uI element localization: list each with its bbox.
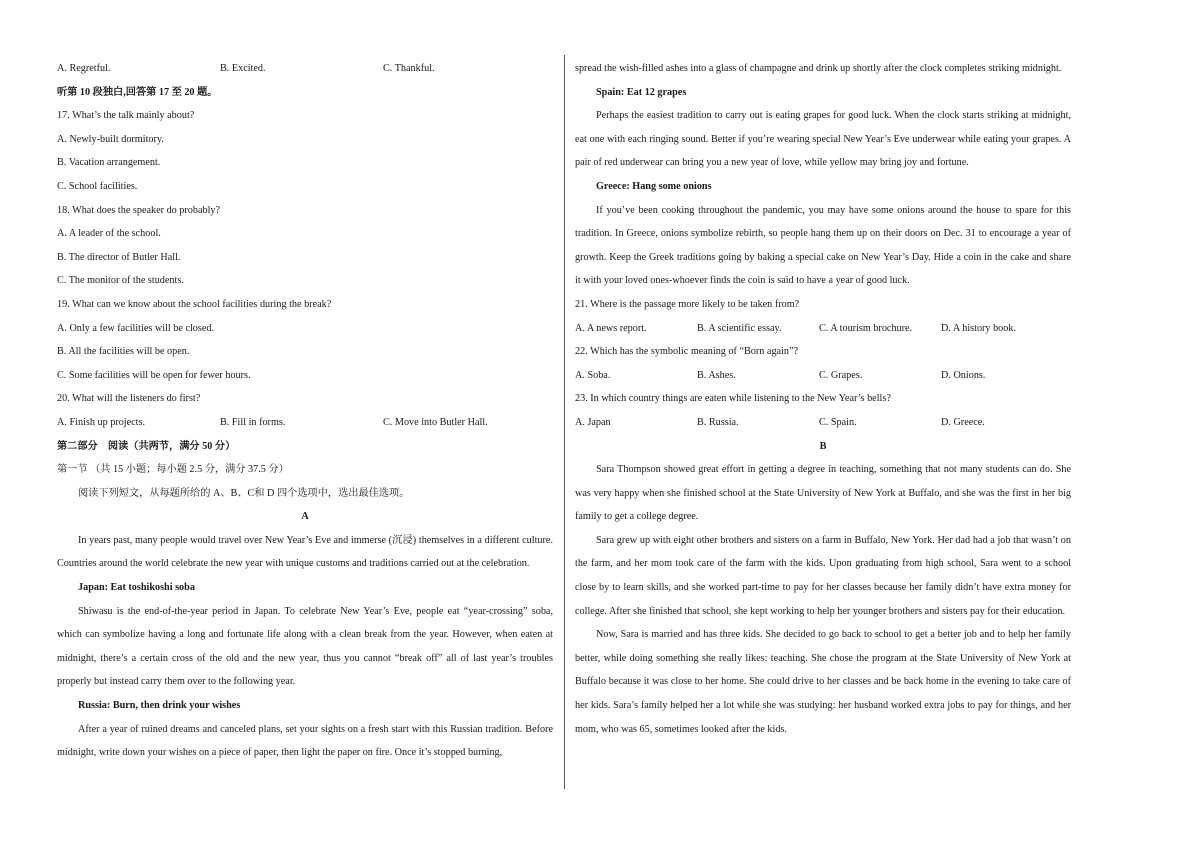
q23-stem: 23. In which country things are eaten while listening to the New Year’s bells? bbox=[575, 393, 891, 405]
q22-option-b: B. Ashes. bbox=[697, 369, 736, 381]
q19-option-b: B. All the facilities will be open. bbox=[57, 346, 190, 358]
q19-option-a: A. Only a few facilities will be closed. bbox=[57, 322, 215, 334]
q19-stem: 19. What can we know about the school facilities during the break? bbox=[57, 298, 332, 310]
q23-option-a: A. Japan bbox=[575, 416, 611, 428]
q21-option-b: B. A scientific essay. bbox=[697, 322, 782, 334]
q16-option-a: A. Regretful. bbox=[57, 63, 111, 74]
japan-paragraph: Shiwasu is the end-of-the-year period in Japan. To celebrate New Year’s Eve, people eat “year-crossing” soba, which can symbolize having a long and fortunate life along with a clean break from the year. However, when eaten at midnight, there’s a certain cross of the old and the new year, thus you cannot “break off” all of last year’s troubles properly but instead carry them over to the following year. bbox=[57, 605, 553, 688]
passage-a-intro: In years past, many people would travel over New Year’s Eve and immerse (沉浸) themselves in a different culture. Countries around the world celebrate the new year with unique customs and traditions carried out at the celebration. bbox=[57, 534, 553, 570]
section1-title: 第一节 （共 15 小题；每小题 2.5 分，满分 37.5 分） bbox=[57, 464, 289, 476]
q22-option-a: A. Soba. bbox=[575, 369, 611, 381]
q21-stem: 21. Where is the passage more likely to be taken from? bbox=[575, 298, 800, 310]
q17-option-b: B. Vacation arrangement. bbox=[57, 157, 161, 169]
q18-option-c: C. The monitor of the students. bbox=[57, 275, 184, 287]
section1-instruction: 阅读下列短文，从每题所给的 A、B、C和 D 四个选项中，选出最佳选项。 bbox=[78, 487, 410, 499]
q19-option-c: C. Some facilities will be open for fewer hours. bbox=[57, 369, 251, 381]
q17-stem: 17. What’s the talk mainly about? bbox=[57, 110, 195, 122]
q20-stem: 20. What will the listeners do first? bbox=[57, 393, 201, 405]
q16-options bbox=[57, 57, 553, 81]
column-divider bbox=[564, 55, 565, 789]
q23-option-b: B. Russia. bbox=[697, 416, 739, 428]
q18-option-a: A. A leader of the school. bbox=[57, 228, 161, 240]
q23-option-c: C. Spain. bbox=[819, 416, 857, 428]
q18-stem: 18. What does the speaker do probably? bbox=[57, 204, 221, 216]
russia-paragraph-continued: spread the wish-filled ashes into a glass of champagne and drink up shortly after the clock completes striking midnight. bbox=[575, 63, 1062, 74]
q17-option-c: C. School facilities. bbox=[57, 180, 138, 192]
q21-option-c: C. A tourism brochure. bbox=[819, 322, 913, 334]
passage-b-paragraph-3: Now, Sara is married and has three kids. She decided to go back to school to get a better job and to help her family better, while doing something she really likes: teaching. She chose the program at the State University of New York at Buffalo because it was close to her home. She could drive to her classes and be back home in the evening to take care of her kids. Sara’s family helped her a lot while she was studying: her husband worked extra jobs to pay for things, and her mom, who was 65, sometimes looked after the kids. bbox=[575, 629, 1071, 735]
greece-heading: Greece: Hang some onions bbox=[596, 180, 712, 192]
q16-option-b: B. Excited. bbox=[220, 63, 266, 74]
part2-title: 第二部分 阅读（共两节，满分 50 分） bbox=[57, 440, 236, 452]
russia-paragraph: After a year of ruined dreams and canceled plans, set your sights on a fresh start with this Russian tradition. Before midnight, write down your wishes on a piece of paper, then light the paper on fire. Once it’s stopped burning, bbox=[57, 723, 553, 759]
q22-option-d: D. Onions. bbox=[941, 369, 986, 381]
spain-heading: Spain: Eat 12 grapes bbox=[596, 86, 687, 98]
right-column bbox=[575, 57, 1071, 741]
q22-options bbox=[575, 364, 1071, 388]
left-column bbox=[57, 57, 553, 765]
passage-a-label: A bbox=[301, 511, 309, 523]
listening-instruction: 听第 10 段独白,回答第 17 至 20 题。 bbox=[57, 86, 218, 98]
q21-option-a: A. A news report. bbox=[575, 322, 647, 334]
q23-options bbox=[575, 411, 1071, 435]
q23-option-d: D. Greece. bbox=[941, 416, 985, 428]
russia-heading: Russia: Burn, then drink your wishes bbox=[78, 700, 241, 712]
q16-option-c: C. Thankful. bbox=[383, 63, 435, 74]
q17-option-a: A. Newly-built dormitory. bbox=[57, 133, 164, 145]
q18-option-b: B. The director of Butler Hall. bbox=[57, 251, 181, 263]
q22-stem: 22. Which has the symbolic meaning of “Born again”? bbox=[575, 346, 799, 358]
q22-option-c: C. Grapes. bbox=[819, 369, 863, 381]
japan-heading: Japan: Eat toshikoshi soba bbox=[78, 582, 195, 594]
greece-paragraph: If you’ve been cooking throughout the pandemic, you may have some onions around the house to spare for this tradition. In Greece, onions symbolize rebirth, so people hang them up on their doors on Dec. 31 to encourage a year of growth. Keep the Greek traditions going by baking a special cake on New Year’s Day. Hide a coin in the cake and share it with your loved ones-whoever finds the coin is said to have a year of good luck. bbox=[575, 204, 1071, 287]
q20-option-a: A. Finish up projects. bbox=[57, 416, 146, 428]
spain-paragraph: Perhaps the easiest tradition to carry out is eating grapes for good luck. When the clock starts striking at midnight, eat one with each ringing sound. Better if you’re wearing special New Year’s Eve underwear while eating your grapes. A pair of red underwear can bring you a new year of love, while yellow may bring joy and fortune. bbox=[575, 110, 1071, 169]
q21-options bbox=[575, 317, 1071, 341]
passage-b-paragraph-1: Sara Thompson showed great effort in getting a degree in teaching, something that not many students can do. She was very happy when she finished school at the State University of New York at Buffalo, and she was the first in her big family to get a college degree. bbox=[575, 464, 1071, 523]
q20-options bbox=[57, 411, 553, 435]
passage-b-paragraph-2: Sara grew up with eight other brothers and sisters on a farm in Buffalo, New York. Her dad had a job that wasn’t on the farm, and her mom took care of the farm with the kids. Upon graduating from high school, Sara went to a school close by to learn skills, and she worked part-time to pay for her classes because her family didn’t have extra money for college. After she finished that school, she kept working to help her younger brothers and sisters pay for their education. bbox=[575, 534, 1071, 617]
q21-option-d: D. A history book. bbox=[941, 322, 1016, 334]
q20-option-b: B. Fill in forms. bbox=[220, 416, 286, 428]
passage-b-label: B bbox=[819, 440, 827, 452]
q20-option-c: C. Move into Butler Hall. bbox=[383, 416, 488, 428]
